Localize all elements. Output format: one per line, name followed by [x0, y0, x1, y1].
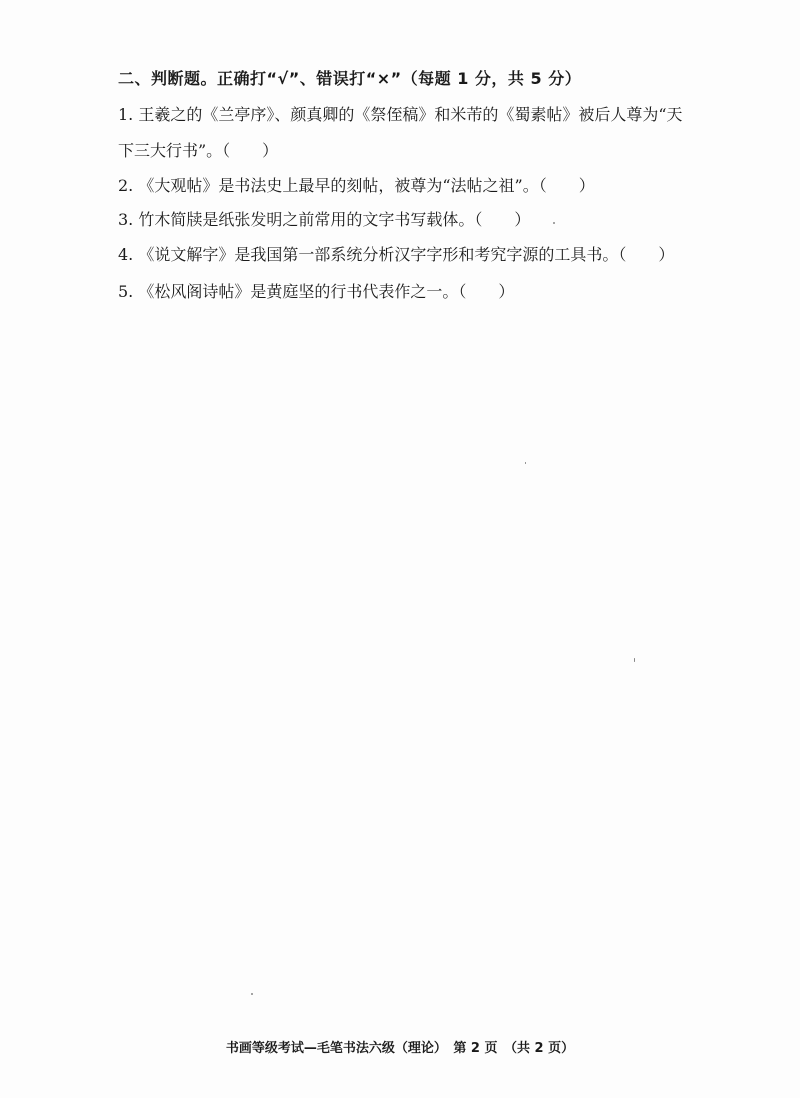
question-2: 2. 《大观帖》是书法史上最早的刻帖，被尊为“法帖之祖”。（ ）	[118, 176, 595, 195]
scan-speck	[553, 222, 555, 224]
page-footer: 书画等级考试—毛笔书法六级（理论） 第 2 页 （共 2 页）	[225, 1041, 575, 1056]
scan-speck	[251, 993, 253, 995]
question-4: 4. 《说文解字》是我国第一部系统分析汉字字形和考究字源的工具书。（ ）	[118, 245, 675, 264]
question-1-line-2: 下三大行书”。（ ）	[118, 141, 279, 160]
section-heading: 二、判断题。正确打“√”、错误打“×”（每题 1 分，共 5 分）	[118, 69, 582, 88]
question-1-line-1: 1. 王羲之的《兰亭序》、颜真卿的《祭侄稿》和米芾的《蜀素帖》被后人尊为“天	[118, 105, 683, 124]
scan-speck	[525, 462, 526, 464]
question-3: 3. 竹木简牍是纸张发明之前常用的文字书写载体。（ ）	[118, 210, 531, 229]
scan-speck	[634, 658, 635, 662]
question-5: 5. 《松风阁诗帖》是黄庭坚的行书代表作之一。（ ）	[118, 282, 515, 301]
